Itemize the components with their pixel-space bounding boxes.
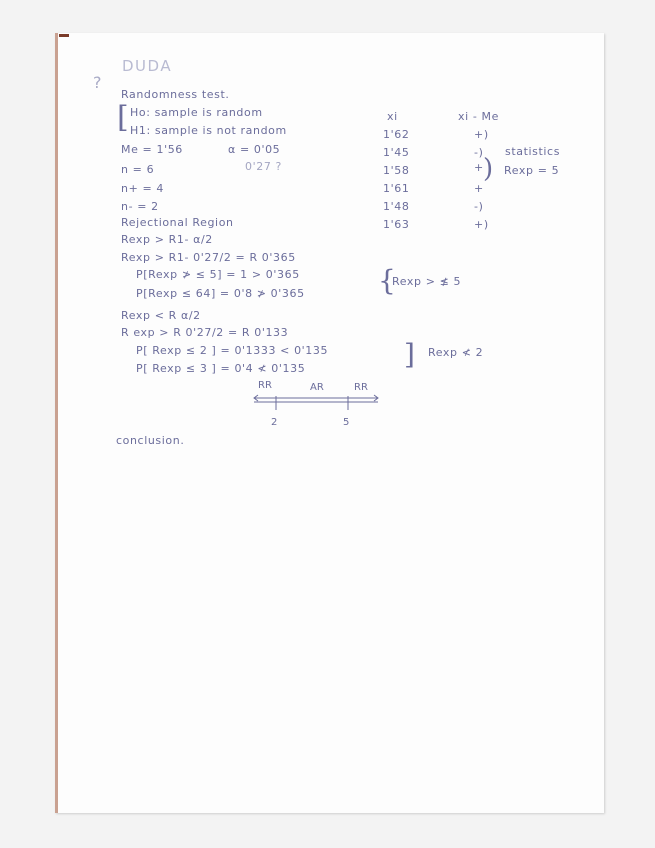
table-header-xi: xi (387, 110, 398, 123)
probability-brace-1: { (378, 264, 396, 297)
table-row-diff: + (474, 182, 484, 195)
n-line: n = 6 (121, 163, 155, 176)
acceptance-interval-diagram (240, 380, 390, 440)
rexp-lower: Rexp < R α/2 (121, 309, 201, 322)
rexp-r1: Rexp > R1- 0'27/2 = R 0'365 (121, 251, 296, 264)
hypotheses-brace: [ (117, 100, 129, 135)
interval-tick-label-right: 5 (343, 417, 350, 428)
table-row-xi: 1'58 (383, 164, 410, 177)
n-plus-line: n+ = 4 (121, 182, 164, 195)
alpha-line: α = 0'05 (228, 143, 281, 156)
rejection-region-right-label: RR (354, 382, 368, 393)
probability-line-2: P[Rexp ≤ 64] = 0'8 ≯ 0'365 (136, 287, 305, 300)
table-header-diff: xi - Me (458, 110, 499, 123)
n-minus-line: n- = 2 (121, 200, 159, 213)
question-mark: ? (93, 73, 103, 92)
heading: Randomness test. (121, 88, 230, 101)
statistics-label: statistics (505, 145, 561, 158)
table-row-diff: -) (474, 146, 484, 159)
table-row-xi: 1'61 (383, 182, 410, 195)
table-row-diff: +) (474, 128, 489, 141)
runs-brace: ) (483, 154, 494, 184)
rejection-region-left-label: RR (258, 380, 272, 391)
table-row-xi: 1'63 (383, 218, 410, 231)
interval-tick-label-left: 2 (271, 417, 278, 428)
table-row-diff: -) (474, 200, 484, 213)
page-corner-mark (59, 34, 69, 37)
page-title: DUDA (122, 57, 173, 75)
rejection-region-label: Rejectional Region (121, 216, 234, 229)
probability-line-3: P[ Rexp ≤ 2 ] = 0'1333 < 0'135 (136, 344, 329, 357)
table-row-diff: + (474, 161, 484, 174)
probability-brace-2: ] (404, 338, 415, 371)
acceptance-region-label: AR (310, 382, 324, 393)
table-row-xi: 1'48 (383, 200, 410, 213)
median-line: Me = 1'56 (121, 143, 183, 156)
rexp-value-label: Rexp = 5 (504, 164, 560, 177)
conclusion-second: Rexp ≮ 2 (428, 346, 484, 359)
n-value-note: 0'27 ? (245, 160, 282, 173)
rexp-main: Rexp > R1- α/2 (121, 233, 213, 246)
hypothesis-h0: Ho: sample is random (130, 106, 263, 119)
conclusion-label: conclusion. (116, 434, 185, 447)
table-row-xi: 1'45 (383, 146, 410, 159)
conclusion-first: Rexp > ≰ 5 (392, 275, 462, 288)
probability-line-1: P[Rexp ≯ ≤ 5] = 1 > 0'365 (136, 268, 300, 281)
rexp-r2: R exp > R 0'27/2 = R 0'133 (121, 326, 289, 339)
table-row-diff: +) (474, 218, 489, 231)
probability-line-4: P[ Rexp ≤ 3 ] = 0'4 ≮ 0'135 (136, 362, 306, 375)
hypothesis-h1: H1: sample is not random (130, 124, 287, 137)
table-row-xi: 1'62 (383, 128, 410, 141)
